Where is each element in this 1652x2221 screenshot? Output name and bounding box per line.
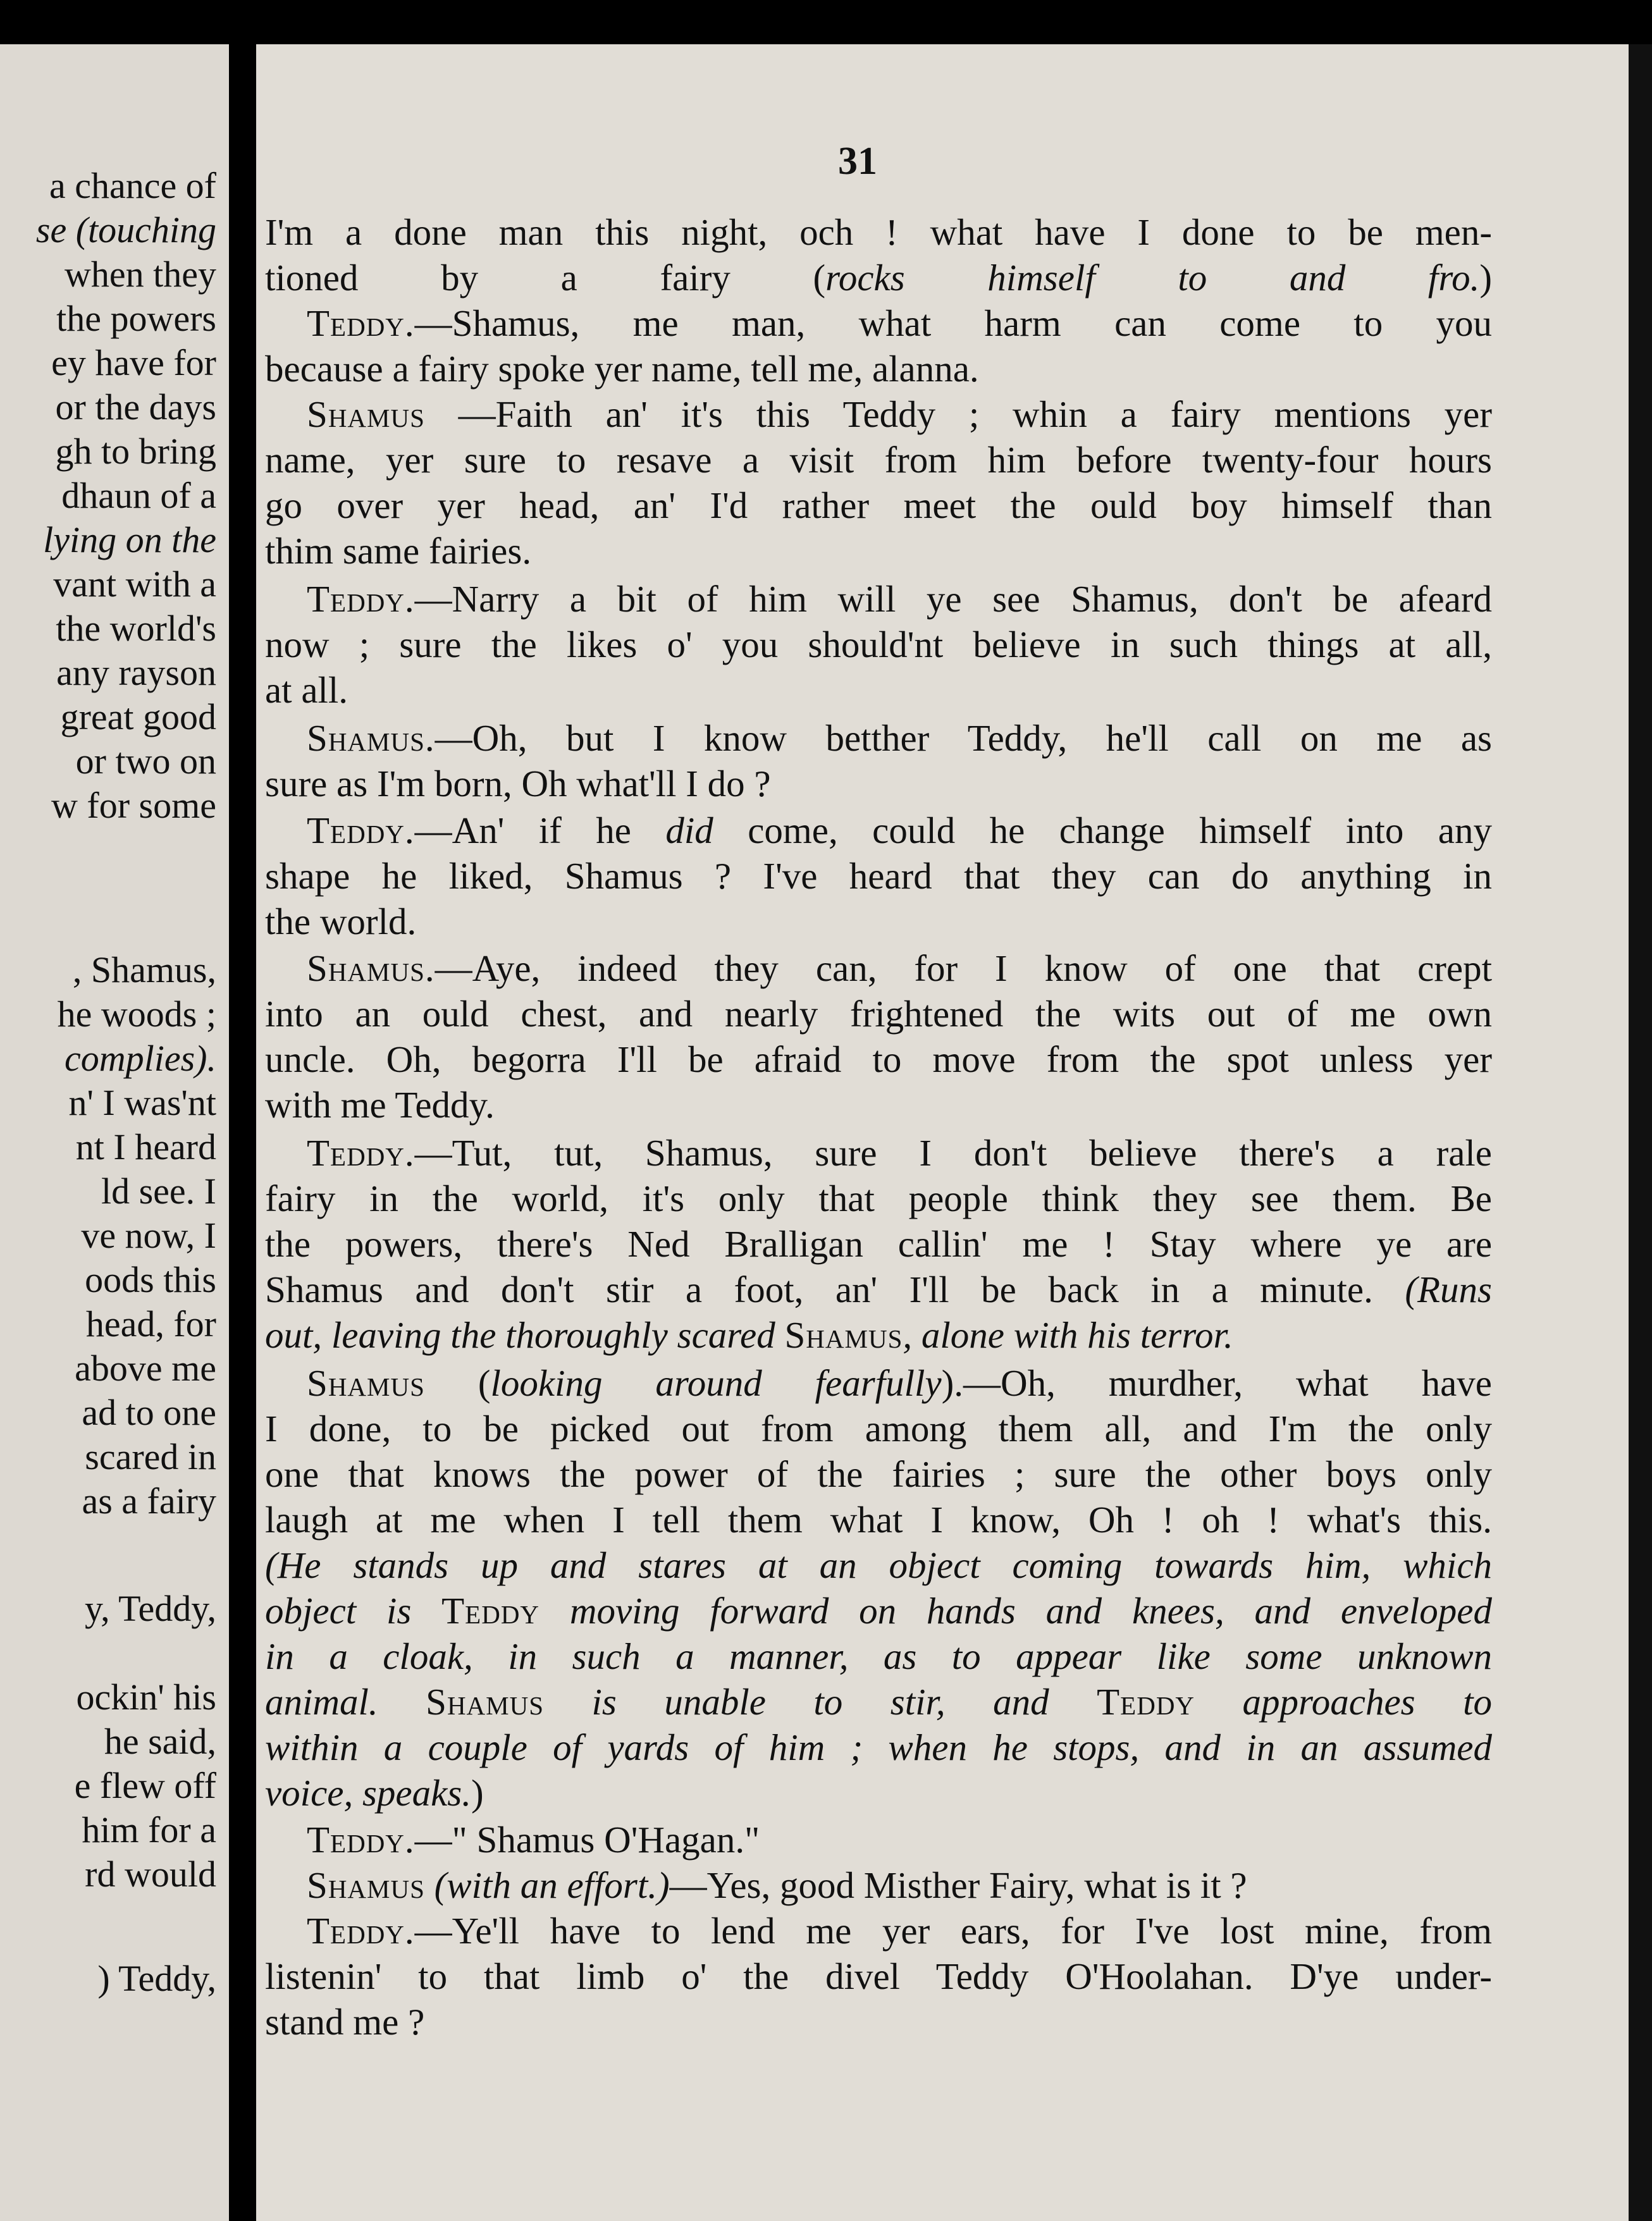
text-line: [307, 302, 1492, 344]
text-line: [265, 855, 1492, 897]
speaker-name: Shamus: [307, 393, 425, 435]
dialogue-text: —" Shamus O'Hagan.": [414, 1819, 760, 1861]
text-line: [265, 1544, 1492, 1586]
dialogue-text: ): [471, 1772, 484, 1814]
text-line: [307, 1132, 1492, 1174]
speaker-name: Shamus: [307, 1864, 425, 1906]
text-line: [265, 1683, 1492, 1721]
left-page-line: gh to bring: [55, 431, 216, 472]
speaker-name: Teddy.: [307, 1132, 415, 1174]
left-page-line: he woods ;: [57, 994, 216, 1035]
text-line: [265, 2003, 1492, 2041]
text-line: [307, 809, 1492, 851]
speaker-name: Shamus.: [307, 947, 435, 989]
text-line: [265, 1410, 1492, 1448]
text-line: [265, 484, 1492, 526]
stage-direction: , alone with his terror.: [903, 1314, 1233, 1356]
text-line: [307, 1362, 1492, 1404]
dialogue-text: —Shamus, me man, what harm can come to you: [414, 302, 1492, 344]
left-page-line: e flew off: [74, 1765, 216, 1806]
text-line: [307, 1912, 1492, 1950]
dialogue-text: sure as I'm born, Oh what'll I do ?: [265, 763, 771, 804]
text-line: [265, 1453, 1492, 1495]
text-line: [265, 1038, 1492, 1080]
dialogue-text: uncle. Oh, begorra I'll be afraid to move from the spot unless yer: [265, 1038, 1492, 1080]
text-line: [265, 626, 1492, 663]
left-page: [0, 44, 229, 2221]
dialogue-text: because a fairy spoke yer name, tell me, alanna.: [265, 348, 979, 390]
stage-direction: out, leaving the thoroughly scared: [265, 1314, 785, 1356]
dialogue-text: I done, to be picked out from among them all, and I'm the only: [265, 1408, 1492, 1449]
speaker-name: Teddy.: [307, 302, 415, 344]
dialogue-text: ): [1479, 257, 1492, 298]
dialogue-text: (: [424, 1362, 491, 1404]
left-page-line: rd would: [85, 1854, 216, 1895]
left-page-line: ld see. I: [101, 1171, 216, 1212]
text-line: [265, 1223, 1492, 1265]
left-page-line: head, for: [85, 1303, 216, 1344]
left-page-line: any rayson: [56, 652, 216, 693]
speaker-name: Teddy.: [307, 578, 415, 620]
left-page-line: y, Teddy,: [84, 1588, 216, 1629]
dialogue-text: with me Teddy.: [265, 1084, 495, 1126]
stage-direction: object is: [265, 1590, 442, 1632]
left-page-line: nt I heard: [75, 1126, 216, 1167]
dialogue-text: thim same fairies.: [265, 530, 532, 572]
left-page-line: dhaun of a: [61, 475, 216, 516]
stage-direction: voice, speaks.: [265, 1772, 471, 1814]
left-page-line: oods this: [85, 1259, 216, 1300]
text-line: [307, 578, 1492, 620]
dialogue-text: —Tut, tut, Shamus, sure I don't believe there's a rale: [414, 1132, 1492, 1174]
left-page-line: him for a: [82, 1809, 216, 1850]
dialogue-text: name, yer sure to resave a visit from him before twenty-four hours: [265, 439, 1492, 481]
left-page-line: as a fairy: [82, 1480, 216, 1522]
dialogue-text: I'm a done man this night, och ! what have I done to be men-: [265, 211, 1492, 253]
dialogue-text: go over yer head, an' I'd rather meet the ould boy himself than: [265, 484, 1492, 526]
dialogue-text: —Narry a bit of him will ye see Shamus, don't be afeard: [414, 578, 1492, 620]
dialogue-text: one that knows the power of the fairies ; sure the other boys only: [265, 1453, 1492, 1495]
text-line: [265, 211, 1492, 253]
right-page: [256, 44, 1629, 2221]
dialogue-text: fairy in the world, it's only that people think they see them. Be: [265, 1178, 1492, 1219]
dialogue-text: —Oh, but I know betther Teddy, he'll call on me as: [435, 717, 1492, 759]
speaker-name: Shamus: [426, 1681, 545, 1723]
dialogue-text: stand me ?: [265, 2001, 425, 2043]
speaker-name: Teddy: [1097, 1681, 1195, 1723]
speaker-name: Teddy: [441, 1590, 540, 1632]
left-page-line: n' I was'nt: [68, 1082, 216, 1123]
text-line: [265, 441, 1492, 479]
left-page-line: the powers: [56, 298, 216, 339]
left-page-line: w for some: [51, 785, 216, 826]
text-line: [307, 1864, 1492, 1906]
text-line: [307, 1821, 1492, 1859]
dialogue-text: the world.: [265, 901, 417, 942]
text-line: [265, 995, 1492, 1033]
text-line: [265, 1501, 1492, 1539]
stage-direction: rocks himself to and fro.: [825, 257, 1480, 298]
left-page-line: scared in: [85, 1436, 216, 1477]
stage-direction: approaches to: [1195, 1681, 1492, 1723]
dialogue-text: at all.: [265, 669, 348, 711]
dialogue-text: into an ould chest, and nearly frightened the wits out of me own: [265, 993, 1492, 1035]
text-line: [265, 1086, 1492, 1124]
stage-direction: is unable to stir, and: [544, 1681, 1097, 1723]
text-line: [265, 1271, 1492, 1308]
left-page-line: se (touching: [35, 209, 216, 250]
speaker-name: Teddy.: [307, 1910, 415, 1952]
text-line: [265, 532, 1492, 570]
stage-direction: animal.: [265, 1681, 426, 1723]
speaker-name: Shamus: [784, 1314, 903, 1356]
text-line: [265, 765, 1492, 803]
dialogue-text: —Yes, good Misther Fairy, what is it ?: [669, 1864, 1247, 1906]
text-line: [265, 1314, 1492, 1356]
text-line: [307, 393, 1492, 435]
text-line: [265, 1955, 1492, 1997]
text-line: [265, 1635, 1492, 1677]
text-line: [265, 350, 1492, 388]
left-page-line: complies).: [65, 1038, 216, 1079]
stage-direction: (with an effort.): [434, 1864, 670, 1906]
speaker-name: Teddy.: [307, 1819, 415, 1861]
text-line: [307, 947, 1492, 989]
stage-direction: did: [665, 809, 713, 851]
dialogue-text: tioned by a fairy (: [265, 257, 826, 298]
stage-direction: within a couple of yards of him ; when he stops, and in an assumed: [265, 1726, 1492, 1768]
left-page-line: , Shamus,: [72, 949, 216, 990]
stage-direction: (He stands up and stares at an object coming towards him, which: [265, 1544, 1492, 1586]
dialogue-text: listenin' to that limb o' the divel Teddy O'Hoolahan. D'ye under-: [265, 1955, 1492, 1997]
left-page-line: ) Teddy,: [97, 1958, 216, 1999]
left-page-line: vant with a: [53, 563, 216, 605]
dialogue-text: —Aye, indeed they can, for I know of one that crept: [435, 947, 1492, 989]
left-page-line: or two on: [75, 741, 216, 782]
speaker-name: Shamus: [307, 1362, 425, 1404]
speaker-name: Teddy.: [307, 809, 415, 851]
text-line: [265, 1726, 1492, 1768]
dialogue-text: —Faith an' it's this Teddy ; whin a fairy mentions yer: [424, 393, 1492, 435]
stage-direction: in a cloak, in such a manner, as to appear like some unknown: [265, 1635, 1492, 1677]
dialogue-text: —Ye'll have to lend me yer ears, for I've lost mine, from: [414, 1910, 1492, 1952]
right-page-edge: [1629, 44, 1652, 2221]
left-page-line: or the days: [55, 386, 216, 428]
left-page-line: above me: [75, 1348, 216, 1389]
left-page-line: ockin' his: [76, 1677, 216, 1718]
left-page-line: he said,: [104, 1721, 216, 1762]
dialogue-text: laugh at me when I tell them what I know, Oh ! oh ! what's this.: [265, 1499, 1492, 1541]
dialogue-text: Shamus and don't stir a foot, an' I'll be back in a minute.: [265, 1269, 1405, 1310]
left-page-line: lying on the: [43, 519, 216, 560]
dialogue-text: come, could he change himself into any: [713, 809, 1492, 851]
text-line: [265, 903, 1492, 940]
stage-direction: looking around fearfully: [490, 1362, 942, 1404]
left-page-line: a chance of: [49, 165, 216, 206]
text-line: [265, 1180, 1492, 1217]
left-page-line: the world's: [56, 608, 216, 649]
left-page-line: ey have for: [51, 342, 216, 383]
left-page-line: when they: [65, 254, 216, 295]
text-line: [265, 1592, 1492, 1630]
dialogue-text: ).—Oh, murdher, what have: [941, 1362, 1492, 1404]
stage-direction: moving forward on hands and knees, and enveloped: [539, 1590, 1492, 1632]
text-line: [265, 669, 1492, 711]
dialogue-text: shape he liked, Shamus ? I've heard that they can do anything in: [265, 855, 1492, 897]
dialogue-text: [425, 1864, 435, 1906]
speaker-name: Shamus.: [307, 717, 435, 759]
stage-direction: (Runs: [1405, 1269, 1492, 1310]
left-page-line: ad to one: [82, 1392, 216, 1433]
text-line: [265, 1772, 1492, 1814]
page-number: 31: [838, 140, 877, 183]
dialogue-text: —An' if he: [414, 809, 666, 851]
text-line: [265, 259, 1492, 297]
text-line: [307, 717, 1492, 759]
dialogue-text: now ; sure the likes o' you should'nt believe in such things at all,: [265, 624, 1492, 665]
dialogue-text: the powers, there's Ned Bralligan callin' me ! Stay where ye are: [265, 1223, 1492, 1265]
left-page-line: great good: [60, 696, 216, 737]
left-page-line: ve now, I: [81, 1215, 216, 1256]
